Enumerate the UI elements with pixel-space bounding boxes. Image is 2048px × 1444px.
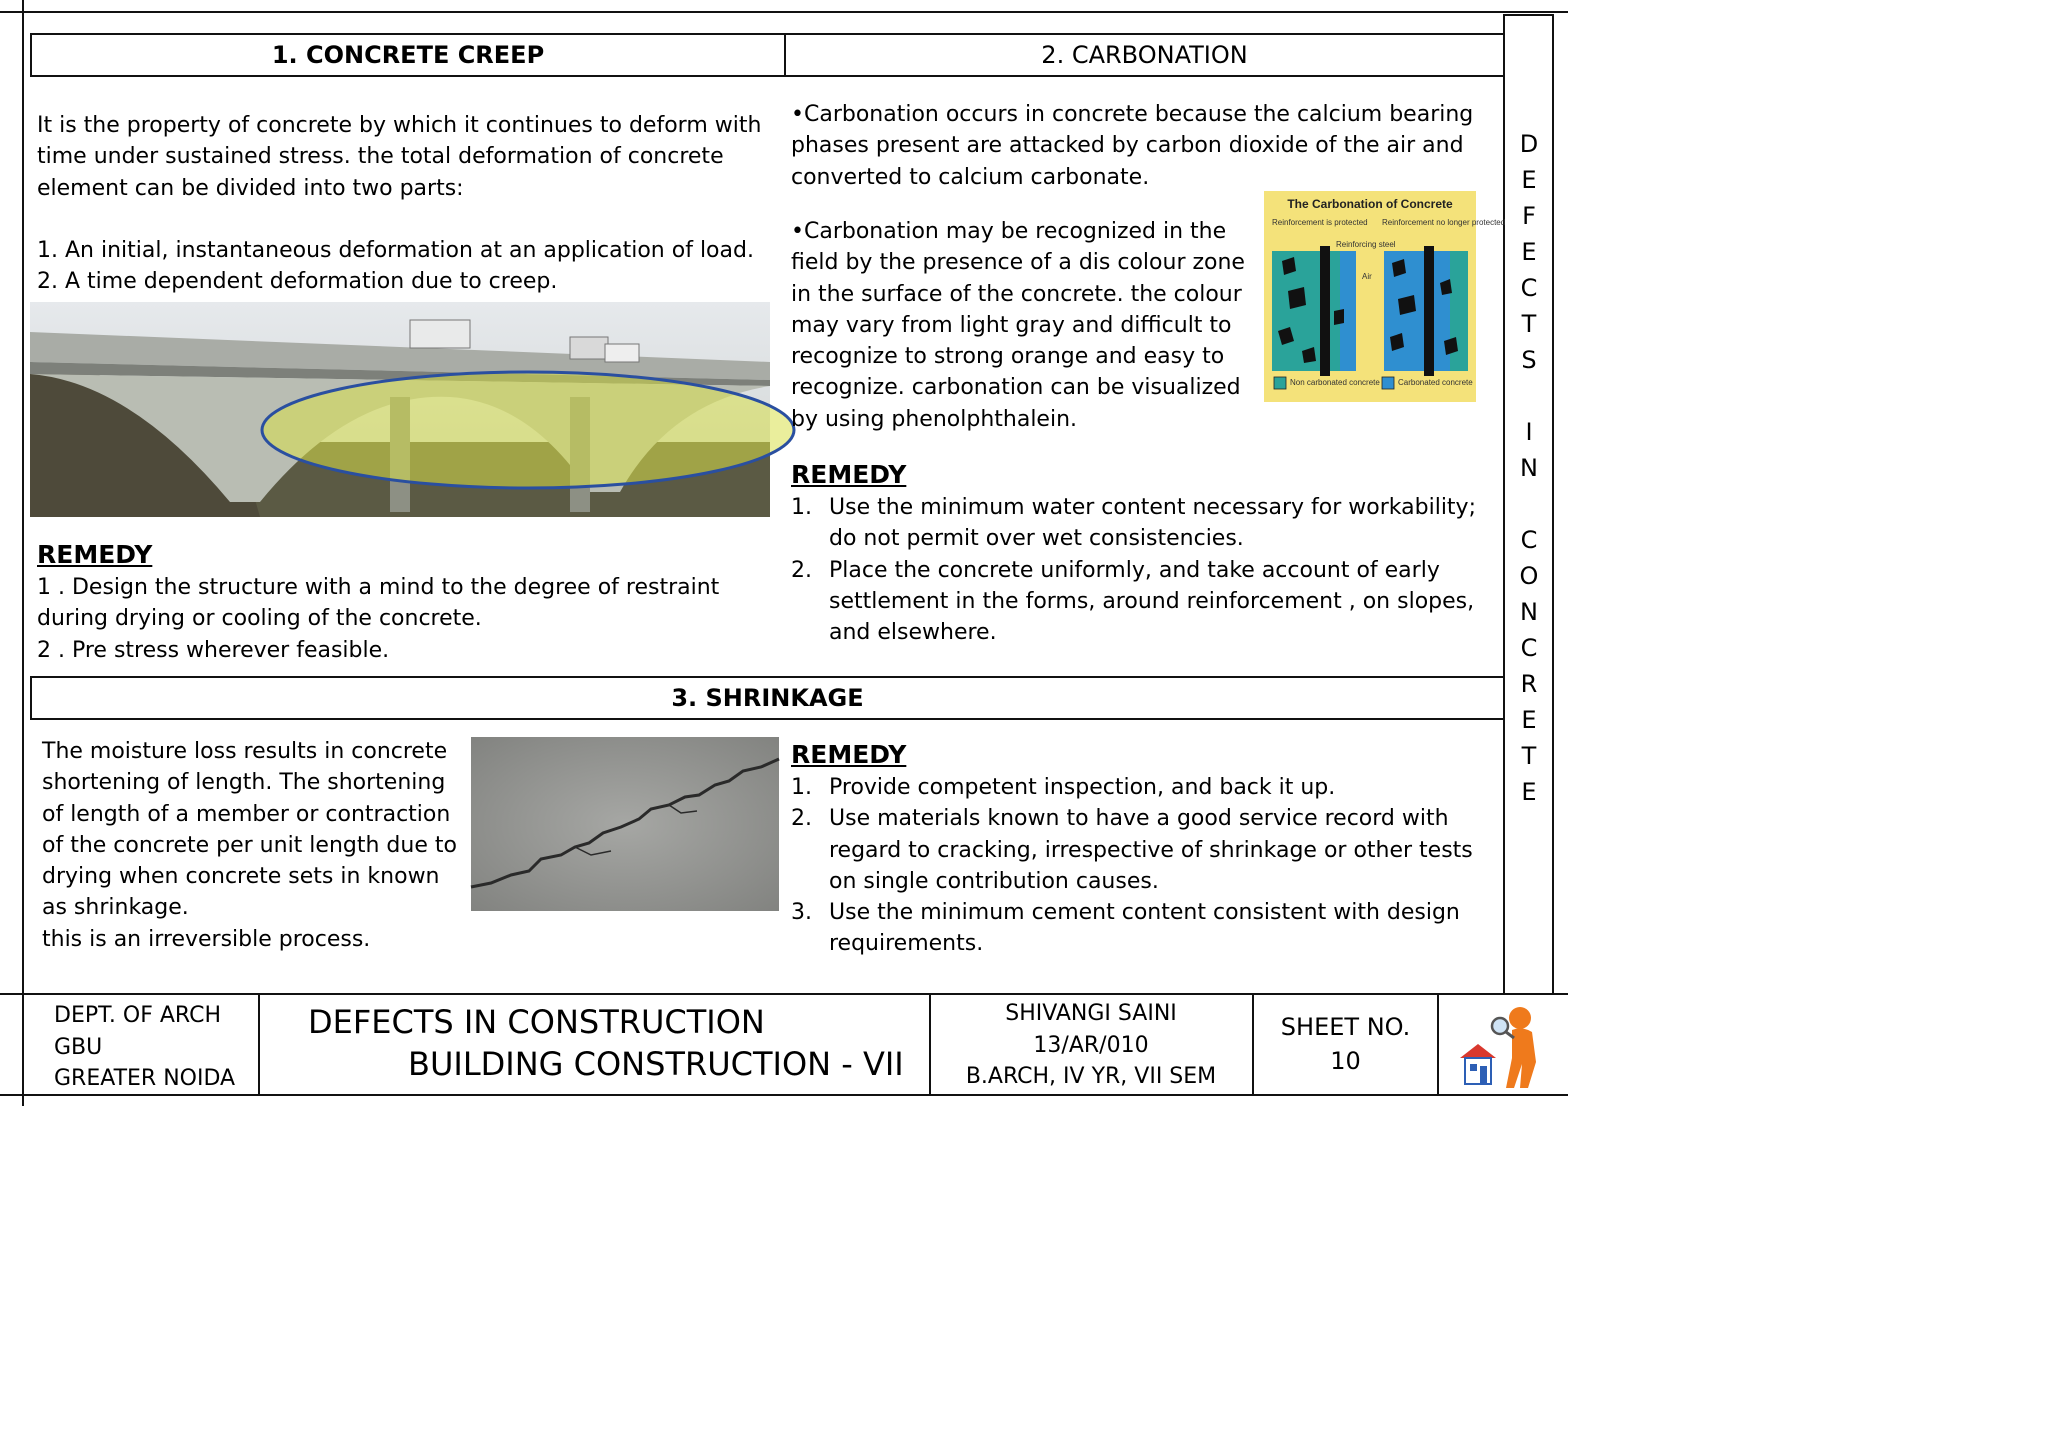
list-item (791, 897, 1491, 960)
legend-non-carbonated: Non carbonated concrete (1290, 378, 1380, 387)
sidebar-letter: C (1520, 634, 1538, 662)
item-number: 3. (791, 900, 812, 926)
sidebar-letter: D (1519, 130, 1539, 158)
section1-heading-text: 1. CONCRETE CREEP (271, 41, 545, 69)
creep-highlight (262, 372, 794, 488)
aggregate (1334, 309, 1344, 325)
crack-photo (471, 737, 779, 911)
section3-heading (30, 676, 1505, 720)
item-text: Use materials known to have a good service record with regard to cracking, irrespective of shrinkage or other tests on single contribution causes. (829, 806, 1473, 894)
sidebar-letter: T (1521, 742, 1537, 770)
truck-2 (570, 337, 608, 359)
footer-divider-1 (258, 993, 260, 1096)
shrinkage-body-text: The moisture loss results in concrete shortening of length. The shortening of length of a member or contraction of the concrete per unit length due to drying when concrete sets in known as shrinkage. (42, 739, 457, 921)
right-block-core (1450, 251, 1468, 371)
list-item (791, 555, 1491, 649)
footer-title-line-1: DEFECTS IN CONSTRUCTION (308, 1003, 765, 1041)
item-number: 2. (791, 557, 812, 583)
figure-label-left: Reinforcement is protected (1272, 218, 1368, 227)
top-border (0, 11, 1568, 13)
sidebar-spacer (1525, 486, 1533, 522)
legend-carbonated: Carbonated concrete (1398, 378, 1473, 387)
sidebar-letter: C (1520, 274, 1538, 302)
left-steel-bar (1320, 246, 1330, 376)
house-window (1470, 1064, 1477, 1071)
sidebar-title (1508, 126, 1550, 810)
creep-remedy-title: REMEDY (37, 540, 153, 569)
item-text: Use the minimum water content necessary for workability; do not permit over wet consistencies. (829, 495, 1476, 552)
house-door (1480, 1066, 1487, 1084)
figure-label-steel: Reinforcing steel (1336, 240, 1396, 249)
carbonation-remedy-list (791, 492, 1491, 648)
magnifier-lens (1492, 1018, 1508, 1034)
sheet-number: 10 (1330, 1047, 1361, 1075)
figure-title: The Carbonation of Concrete (1287, 197, 1453, 211)
sidebar-letter: C (1520, 526, 1538, 554)
left-border (22, 0, 24, 1106)
item-text: Use the minimum cement content consistent with design requirements. (829, 900, 1460, 957)
sidebar-letter: N (1520, 598, 1538, 626)
dept-line-2: GBU (54, 1034, 103, 1060)
creep-remedy (37, 538, 777, 666)
sidebar-top-border (1503, 14, 1553, 16)
creep-part-2: 2. A time dependent deformation due to creep. (37, 269, 558, 295)
shrinkage-remedy-list (791, 772, 1491, 960)
truck-1 (410, 320, 470, 348)
item-number: 1. (791, 775, 812, 800)
figure-head (1509, 1007, 1531, 1029)
footer-top-border (0, 993, 1568, 995)
carbonation-para2 (791, 216, 1253, 435)
sidebar-letter: E (1521, 238, 1537, 266)
sheet-label: SHEET NO. (1280, 1013, 1411, 1041)
carbonation-figure (1264, 191, 1506, 402)
list-item (791, 803, 1491, 897)
sidebar-letter: S (1521, 346, 1537, 374)
carbonation-para1-text: •Carbonation occurs in concrete because the calcium bearing phases present are attacked by carbon dioxide of the air and converted to calcium carbonate. (791, 102, 1474, 190)
sidebar-letter: R (1520, 670, 1538, 698)
house-roof (1460, 1044, 1496, 1058)
sidebar-letter: E (1521, 166, 1537, 194)
carbonation-para2-text: •Carbonation may be recognized in the field by the presence of a dis colour zone in the surface of the concrete. the colour may vary from light gray and difficult to recognize to strong orange and easy to recognize. carbonation can be visualized by using phenolphthalein. (791, 219, 1245, 432)
item-number: 1. (791, 495, 812, 520)
footer-title-line-2: BUILDING CONSTRUCTION - VII (408, 1045, 904, 1083)
sidebar-letter: E (1521, 778, 1537, 806)
sidebar-spacer (1525, 378, 1533, 414)
dept-line-1: DEPT. OF ARCH (54, 1003, 222, 1028)
sidebar-letter: E (1521, 706, 1537, 734)
shrinkage-remedy (791, 738, 1491, 960)
list-item (791, 772, 1491, 803)
footer-student (931, 998, 1251, 1093)
sidebar-left-border (1503, 14, 1505, 994)
footer-dept (54, 1000, 235, 1095)
list-item (791, 492, 1491, 555)
footer-bottom-border (0, 1094, 1568, 1096)
sidebar-letter: F (1522, 202, 1536, 230)
figure-label-right: Reinforcement no longer protected (1382, 218, 1506, 227)
sidebar-right-border (1552, 14, 1554, 994)
student-roll: 13/AR/010 (1033, 1032, 1149, 1058)
figure-label-air: Air (1362, 272, 1372, 281)
section3-heading-text: 3. SHRINKAGE (671, 684, 864, 712)
right-steel-bar (1424, 246, 1434, 376)
sidebar-letter: I (1525, 418, 1533, 446)
student-name: SHIVANGI SAINI (1005, 1001, 1177, 1026)
creep-intro-text: It is the property of concrete by which it continues to deform with time under sustained stress. the total deformation of concrete element can be divided into two parts: (37, 113, 762, 201)
shrinkage-body (42, 736, 457, 955)
section1-heading (30, 33, 786, 77)
creep-part-1: 1. An initial, instantaneous deformation at an application of load. (37, 238, 754, 263)
truck-3 (605, 344, 639, 362)
item-text: Provide competent inspection, and back it up. (829, 775, 1336, 800)
footer-sheet (1254, 1010, 1437, 1078)
item-text: Place the concrete uniformly, and take account of early settlement in the forms, around reinforcement , on slopes, and elsewhere. (829, 557, 1475, 646)
legend-swatch-carbonated (1382, 377, 1394, 389)
item-number: 2. (791, 806, 812, 832)
sidebar-letter: O (1519, 562, 1539, 590)
student-course: B.ARCH, IV YR, VII SEM (965, 1064, 1217, 1089)
footer-divider-4 (1437, 993, 1439, 1096)
dept-line-3: GREATER NOIDA (54, 1066, 236, 1091)
creep-intro (37, 110, 789, 204)
section2-heading-text: 2. CARBONATION (1041, 41, 1248, 69)
sidebar-letter: T (1521, 310, 1537, 338)
creep-parts (37, 235, 777, 298)
carbonation-remedy (791, 458, 1491, 648)
shrinkage-body-text-2: this is an irreversible process. (42, 926, 371, 952)
creep-remedy-1: 1 . Design the structure with a mind to the degree of restraint during drying or cooling of the concrete. (37, 575, 720, 632)
house-body (1465, 1058, 1491, 1084)
bridge-photo (30, 302, 770, 517)
carbonation-para1 (791, 99, 1491, 193)
section2-heading (784, 33, 1505, 77)
shrinkage-remedy-title: REMEDY (791, 740, 907, 769)
figure-body (1506, 1028, 1536, 1088)
sidebar-letter: N (1520, 454, 1538, 482)
inspector-house-icon (1456, 1000, 1546, 1090)
legend-swatch-non-carbonated (1274, 377, 1286, 389)
creep-remedy-2: 2 . Pre stress wherever feasible. (37, 637, 390, 663)
carbonation-remedy-title: REMEDY (791, 460, 907, 489)
